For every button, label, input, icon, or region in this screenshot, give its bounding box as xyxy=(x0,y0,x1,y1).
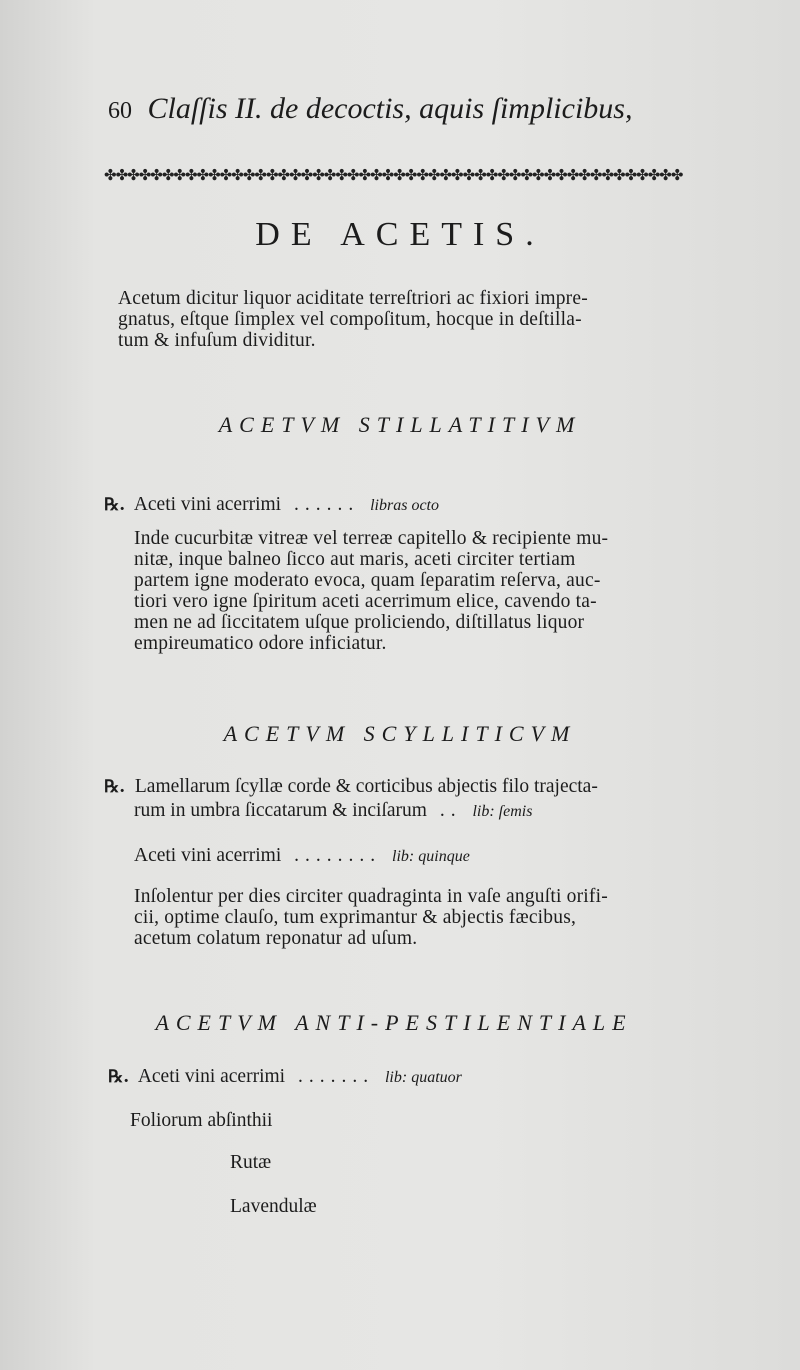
method-line: Inde cucurbitæ vitreæ vel terreæ capitello & recipiente mu- xyxy=(134,528,609,549)
recipe3-ingredient-1 xyxy=(108,1066,462,1088)
intro-line: tum & infuſum dividitur. xyxy=(118,330,316,351)
intro-paragraph xyxy=(118,288,708,351)
ingredient-quantity: libras octo xyxy=(370,497,439,514)
method-line: nitæ, inque balneo ſicco aut maris, aceti circiter tertiam xyxy=(134,549,576,570)
recipe-symbol: ℞. xyxy=(108,1067,130,1087)
recipe2-method xyxy=(134,886,708,949)
method-line: partem igne moderato evoca, quam ſeparatim reſerva, auc- xyxy=(134,570,601,591)
method-line: empireumatico odore inficiatur. xyxy=(134,633,387,654)
ingredient-quantity: lib: quinque xyxy=(392,848,470,865)
leader-dots: .. xyxy=(439,800,462,821)
section-title: DE ACETIS. xyxy=(255,216,545,253)
intro-line: Acetum dicitur liquor aciditate terreſtriori ac fixiori impre- xyxy=(118,288,588,309)
method-line: Inſolentur per dies circiter quadraginta in vaſe anguſti orifi- xyxy=(134,886,608,907)
ingredient-name: Aceti vini acerrimi xyxy=(133,494,282,515)
recipe-heading-anti-pestilentiale: ACETVM ANTI-PESTILENTIALE xyxy=(155,1010,633,1035)
leader-dots: ........ xyxy=(294,845,382,866)
ornamental-rule: ✤✤✤✤✤✤✤✤✤✤✤✤✤✤✤✤✤✤✤✤✤✤✤✤✤✤✤✤✤✤✤✤✤✤✤✤✤✤✤✤✤✤✤✤✤✤✤✤✤✤ xyxy=(104,166,683,184)
recipe1-ingredient xyxy=(104,494,439,516)
running-header xyxy=(108,92,708,126)
recipe2-ingredient-2 xyxy=(134,845,470,867)
running-title: Claſſis II. de decoctis, aquis ſimplicibus, xyxy=(147,92,633,125)
ingredient-quantity: lib: quatuor xyxy=(384,1069,462,1086)
recipe-heading-stillatitium: ACETVM STILLATITIVM xyxy=(218,412,582,437)
intro-line: gnatus, eſtque ſimplex vel compoſitum, hocque in deſtilla- xyxy=(118,309,582,330)
ingredient-name: Lamellarum ſcyllæ corde & corticibus abjectis filo trajecta- xyxy=(134,776,598,797)
recipe3-ingredient-2: Foliorum abſinthii xyxy=(130,1110,273,1131)
recipe-symbol: ℞. xyxy=(104,777,126,797)
leader-dots: ....... xyxy=(297,1066,375,1087)
recipe2-ingredient-1 xyxy=(104,776,598,798)
ingredient-name: rum in umbra ſiccatarum & inciſarum xyxy=(134,800,427,821)
recipe3-ingredient-4: Lavendulæ xyxy=(230,1196,317,1217)
recipe2-ingredient-1-continued xyxy=(134,800,532,822)
leader-dots: ...... xyxy=(293,494,360,515)
method-line: tiori vero igne ſpiritum aceti acerrimum elice, cavendo ta- xyxy=(134,591,597,612)
recipe-heading-scylliticum: ACETVM SCYLLITICVM xyxy=(223,721,577,746)
ingredient-name: Aceti vini acerrimi xyxy=(137,1066,286,1087)
method-line: men ne ad ſiccitatem uſque proliciendo, diſtillatus liquor xyxy=(134,612,585,633)
recipe-symbol: ℞. xyxy=(104,495,126,515)
method-line: cii, optime clauſo, tum exprimantur & abjectis fæcibus, xyxy=(134,907,577,928)
ingredient-name: Aceti vini acerrimi xyxy=(134,845,282,866)
page-number: 60 xyxy=(108,98,132,124)
recipe3-ingredient-3: Rutæ xyxy=(230,1152,272,1173)
ingredient-quantity: lib: ſemis xyxy=(472,803,533,820)
method-line: acetum colatum reponatur ad uſum. xyxy=(134,928,418,949)
recipe1-method xyxy=(134,528,708,654)
